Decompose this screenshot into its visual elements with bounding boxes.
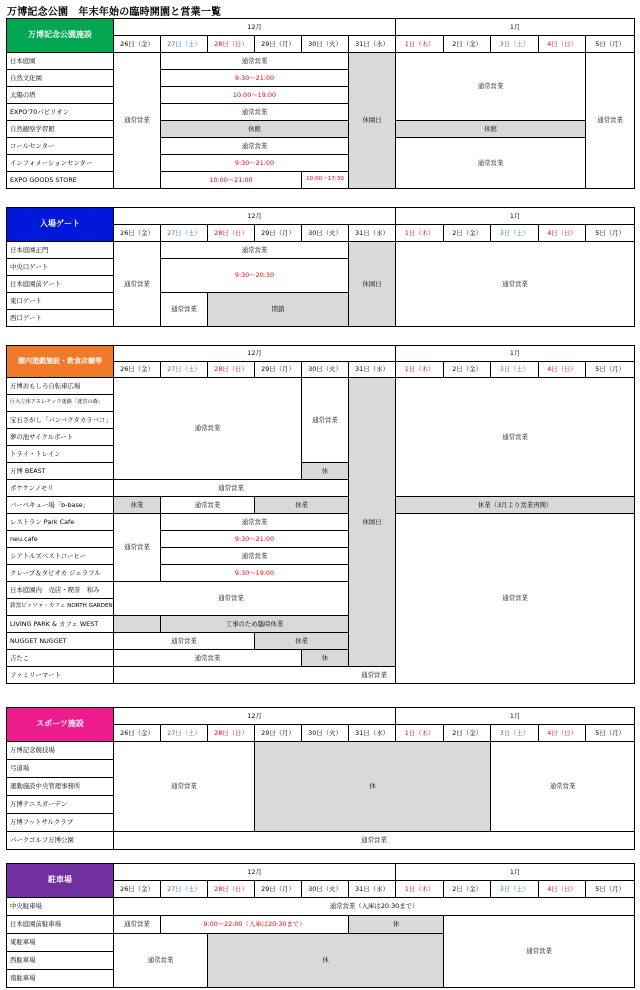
status-cell: 通常営業 bbox=[114, 633, 255, 650]
day-header: 29日（月） bbox=[255, 36, 302, 53]
facility-name: インフォメーションセンター bbox=[7, 155, 114, 172]
month-jan: 1月 bbox=[396, 346, 635, 362]
facility-name: 宝石さがし「パンバクタカラバコ」 bbox=[7, 412, 114, 429]
facility-name: 万博記念競技場 bbox=[7, 742, 114, 760]
month-dec: 12月 bbox=[114, 864, 396, 881]
day-header: 4日（日） bbox=[539, 881, 586, 898]
facility-name: 東口ゲート bbox=[7, 293, 114, 310]
closed-cell: 休館 bbox=[396, 121, 586, 138]
section-header-dining: 園内遊戯施設・飲食店舗等 bbox=[7, 346, 114, 378]
facility-name: ポケケンノモリ bbox=[7, 480, 114, 497]
status-cell: 通常営業 bbox=[161, 293, 208, 327]
closed-cell: 休業 bbox=[255, 497, 349, 514]
day-header: 31日（水） bbox=[349, 36, 396, 53]
day-header: 29日（月） bbox=[255, 881, 302, 898]
day-header: 31日（水） bbox=[349, 362, 396, 378]
facility-name: 万博おもしろ自転車広場 bbox=[7, 378, 114, 395]
hours-cell: 10:00～17:30 bbox=[302, 172, 349, 189]
facility-name: NUGGET NUGGET bbox=[7, 633, 114, 650]
facility-name: 弓道場 bbox=[7, 760, 114, 778]
facility-name: 巨大立体アスレチック迷路「迷宮の森」 bbox=[7, 395, 114, 412]
status-cell: 通常営業（入庫は20:30まで） bbox=[114, 898, 635, 916]
page-title: 万博記念公園 年末年始の臨時開園と営業一覧 bbox=[7, 7, 222, 18]
facility-name: 南駐車場 bbox=[7, 970, 114, 988]
day-header: 5日（月） bbox=[586, 225, 635, 242]
day-header: 3日（土） bbox=[491, 725, 539, 742]
month-jan: 1月 bbox=[396, 208, 635, 225]
day-header: 5日（月） bbox=[586, 36, 635, 53]
day-header: 26日（金） bbox=[114, 362, 161, 378]
status-cell: 通常営業 bbox=[396, 53, 586, 121]
day-header: 31日（水） bbox=[349, 881, 396, 898]
day-header: 5日（月） bbox=[586, 725, 635, 742]
closed-day-cell: 休園日 bbox=[349, 378, 396, 667]
day-header: 28日（日） bbox=[208, 36, 255, 53]
day-header: 30日（火） bbox=[302, 881, 349, 898]
hours-cell: 9:30～19:00 bbox=[161, 565, 349, 582]
facility-name: レストラン Park Cafe bbox=[7, 514, 114, 531]
day-header: 5日（月） bbox=[586, 881, 635, 898]
day-header: 31日（水） bbox=[349, 225, 396, 242]
closed-cell: 休業 bbox=[114, 497, 161, 514]
day-header: 3日（土） bbox=[491, 225, 539, 242]
facility-name: 万博 BEAST bbox=[7, 463, 114, 480]
closed-cell: 休 bbox=[302, 650, 349, 667]
day-header: 2日（金） bbox=[444, 362, 491, 378]
day-header: 1日（木） bbox=[396, 725, 444, 742]
day-header: 2日（金） bbox=[444, 36, 491, 53]
status-cell: 通常営業 bbox=[161, 497, 255, 514]
day-header: 26日（金） bbox=[114, 225, 161, 242]
facility-name: 東駐車場 bbox=[7, 934, 114, 952]
hours-cell: 9:00～22:00（入庫は20:30まで） bbox=[161, 916, 349, 934]
day-header: 4日（日） bbox=[539, 725, 586, 742]
hours-cell: 9:30～21:00 bbox=[161, 70, 349, 87]
closed-cell: 休 bbox=[208, 934, 444, 988]
day-header: 4日（日） bbox=[539, 362, 586, 378]
day-header: 1日（木） bbox=[396, 881, 444, 898]
status-cell: 通常営業 bbox=[114, 650, 302, 667]
day-header: 29日（月） bbox=[255, 725, 302, 742]
day-header: 28日（日） bbox=[208, 725, 255, 742]
status-cell: 通常営業 bbox=[161, 242, 349, 259]
day-header: 1日（木） bbox=[396, 225, 444, 242]
facility-name: 夢の池サイクルボート bbox=[7, 429, 114, 446]
closed-cell: 休業 bbox=[255, 633, 349, 650]
day-header: 26日（金） bbox=[114, 725, 161, 742]
closed-cell: 休業（3月より営業再開） bbox=[396, 497, 635, 514]
facility-name: 万博テニスガーデン bbox=[7, 796, 114, 814]
day-header: 28日（日） bbox=[208, 362, 255, 378]
day-header: 3日（土） bbox=[491, 36, 539, 53]
status-cell: 通常営業 bbox=[396, 242, 635, 327]
facility-name: トライ・トレイン bbox=[7, 446, 114, 463]
status-cell: 通常営業 bbox=[114, 514, 161, 582]
facility-name: 中央駐車場 bbox=[7, 898, 114, 916]
day-header: 30日（火） bbox=[302, 36, 349, 53]
day-header: 28日（日） bbox=[208, 881, 255, 898]
status-cell: 通常営業 bbox=[491, 742, 635, 832]
section-header-park-facilities: 万博記念公園施設 bbox=[7, 19, 114, 53]
status-cell: 通常営業 bbox=[114, 480, 349, 497]
facility-name: ファミリーマート bbox=[7, 667, 114, 684]
facility-name: 日本庭園内 売店・喫茶 和み bbox=[7, 582, 114, 599]
day-header: 30日（火） bbox=[302, 225, 349, 242]
closed-day-cell: 休園日 bbox=[349, 53, 396, 189]
status-cell: 通常営業 bbox=[161, 548, 349, 565]
section-header-sports: スポーツ施設 bbox=[7, 708, 114, 742]
facility-name: 太陽の塔 bbox=[7, 87, 114, 104]
day-header: 28日（日） bbox=[208, 225, 255, 242]
facility-name: EXPO'70パビリオン bbox=[7, 104, 114, 121]
status-cell: 通常営業 bbox=[114, 53, 161, 189]
status-cell: 通常営業 bbox=[114, 667, 635, 684]
sports-table bbox=[6, 707, 635, 850]
month-jan: 1月 bbox=[396, 19, 635, 36]
closed-cell: 休 bbox=[349, 916, 444, 934]
month-jan: 1月 bbox=[396, 708, 635, 725]
closed-cell: 休 bbox=[302, 463, 349, 480]
day-header: 27日（土） bbox=[161, 725, 208, 742]
day-header: 2日（金） bbox=[444, 881, 491, 898]
status-cell: 通常営業 bbox=[396, 138, 586, 189]
day-header: 27日（土） bbox=[161, 881, 208, 898]
closed-day-cell: 休園日 bbox=[349, 242, 396, 327]
day-header: 3日（土） bbox=[491, 881, 539, 898]
status-cell bbox=[114, 616, 161, 633]
day-header: 27日（土） bbox=[161, 362, 208, 378]
status-cell: 通常営業 bbox=[586, 53, 635, 189]
day-header: 3日（土） bbox=[491, 362, 539, 378]
month-dec: 12月 bbox=[114, 346, 396, 362]
day-header: 5日（月） bbox=[586, 362, 635, 378]
status-cell: 通常営業 bbox=[161, 138, 349, 155]
status-cell: 通常営業 bbox=[114, 832, 635, 850]
day-header: 4日（日） bbox=[539, 225, 586, 242]
hours-cell: 9:30～21:00 bbox=[161, 155, 349, 172]
facility-name: シアトルズベストコーヒー bbox=[7, 548, 114, 565]
facility-name: EXPO GOODS STORE bbox=[7, 172, 114, 189]
status-cell: 通常営業 bbox=[161, 104, 349, 121]
status-cell: 通常営業 bbox=[114, 742, 255, 832]
status-cell: 通常営業 bbox=[114, 378, 302, 480]
facility-name: 日本庭園 bbox=[7, 53, 114, 70]
facility-name: 日本庭園前駐車場 bbox=[7, 916, 114, 934]
closed-cell: 休 bbox=[255, 742, 491, 832]
closed-cell: 工事のため臨時休業 bbox=[161, 616, 349, 633]
day-header: 29日（月） bbox=[255, 362, 302, 378]
status-cell: 通常営業 bbox=[396, 514, 635, 684]
day-header: 26日（金） bbox=[114, 881, 161, 898]
month-jan: 1月 bbox=[396, 864, 635, 881]
facility-name: 西駐車場 bbox=[7, 952, 114, 970]
park-facilities-table bbox=[6, 18, 635, 189]
facility-name: 吉たこ bbox=[7, 650, 114, 667]
day-header: 26日（金） bbox=[114, 36, 161, 53]
status-cell: 通常営業 bbox=[114, 242, 161, 327]
facility-name: 万博フットサルクラブ bbox=[7, 814, 114, 832]
facility-name: クレープ＆タピオカ ジェラフル bbox=[7, 565, 114, 582]
facility-name: 中央口ゲート bbox=[7, 259, 114, 276]
month-dec: 12月 bbox=[114, 19, 396, 36]
closed-cell: 閉鎖 bbox=[208, 293, 349, 327]
status-cell: 通常営業 bbox=[114, 916, 161, 934]
day-header: 27日（土） bbox=[161, 225, 208, 242]
month-dec: 12月 bbox=[114, 208, 396, 225]
day-header: 2日（金） bbox=[444, 725, 491, 742]
day-header: 29日（月） bbox=[255, 225, 302, 242]
status-cell: 通常営業 bbox=[114, 582, 349, 616]
facility-name: 運動施設中央管理事務所 bbox=[7, 778, 114, 796]
facility-name: 自然文化園 bbox=[7, 70, 114, 87]
facility-name: コールセンター bbox=[7, 138, 114, 155]
day-header: 30日（火） bbox=[302, 725, 349, 742]
day-header: 1日（木） bbox=[396, 362, 444, 378]
facility-name: neu.cafe bbox=[7, 531, 114, 548]
facility-name: 西口ゲート bbox=[7, 310, 114, 327]
status-cell: 通常営業 bbox=[161, 514, 349, 531]
closed-cell: 休館 bbox=[161, 121, 349, 138]
gates-table bbox=[6, 207, 635, 327]
status-cell: 通常営業 bbox=[302, 378, 349, 463]
status-cell: 通常営業 bbox=[114, 934, 208, 988]
section-header-gates: 入場ゲート bbox=[7, 208, 114, 242]
facility-name: 日本庭園正門 bbox=[7, 242, 114, 259]
day-header: 2日（金） bbox=[444, 225, 491, 242]
month-dec: 12月 bbox=[114, 708, 396, 725]
dining-table bbox=[6, 345, 635, 684]
parking-table bbox=[6, 863, 635, 988]
hours-cell: 9:30～21:00 bbox=[161, 531, 349, 548]
status-cell: 通常営業 bbox=[161, 53, 349, 70]
facility-name: 自然観察学習館 bbox=[7, 121, 114, 138]
day-header: 4日（日） bbox=[539, 36, 586, 53]
facility-name: 日本庭園前ゲート bbox=[7, 276, 114, 293]
facility-name: 薪窯ピッツァ・カフェ NORTH GARDEN bbox=[7, 599, 114, 616]
day-header: 27日（土） bbox=[161, 36, 208, 53]
day-header: 1日（木） bbox=[396, 36, 444, 53]
facility-name: LIVING PARK & カフェ WEST bbox=[7, 616, 114, 633]
day-header: 30日（火） bbox=[302, 362, 349, 378]
status-cell: 通常営業 bbox=[444, 916, 635, 988]
status-cell: 通常営業 bbox=[396, 378, 635, 497]
hours-cell: 10:00～19:00 bbox=[161, 87, 349, 104]
facility-name: パークゴルフ万博公園 bbox=[7, 832, 114, 850]
day-header: 31日（水） bbox=[349, 725, 396, 742]
section-header-parking: 駐車場 bbox=[7, 864, 114, 898]
facility-name: バーベキュー場「b-base」 bbox=[7, 497, 114, 514]
hours-cell: 10:00～21:00 bbox=[161, 172, 302, 189]
hours-cell: 9:30～20:30 bbox=[161, 259, 349, 293]
